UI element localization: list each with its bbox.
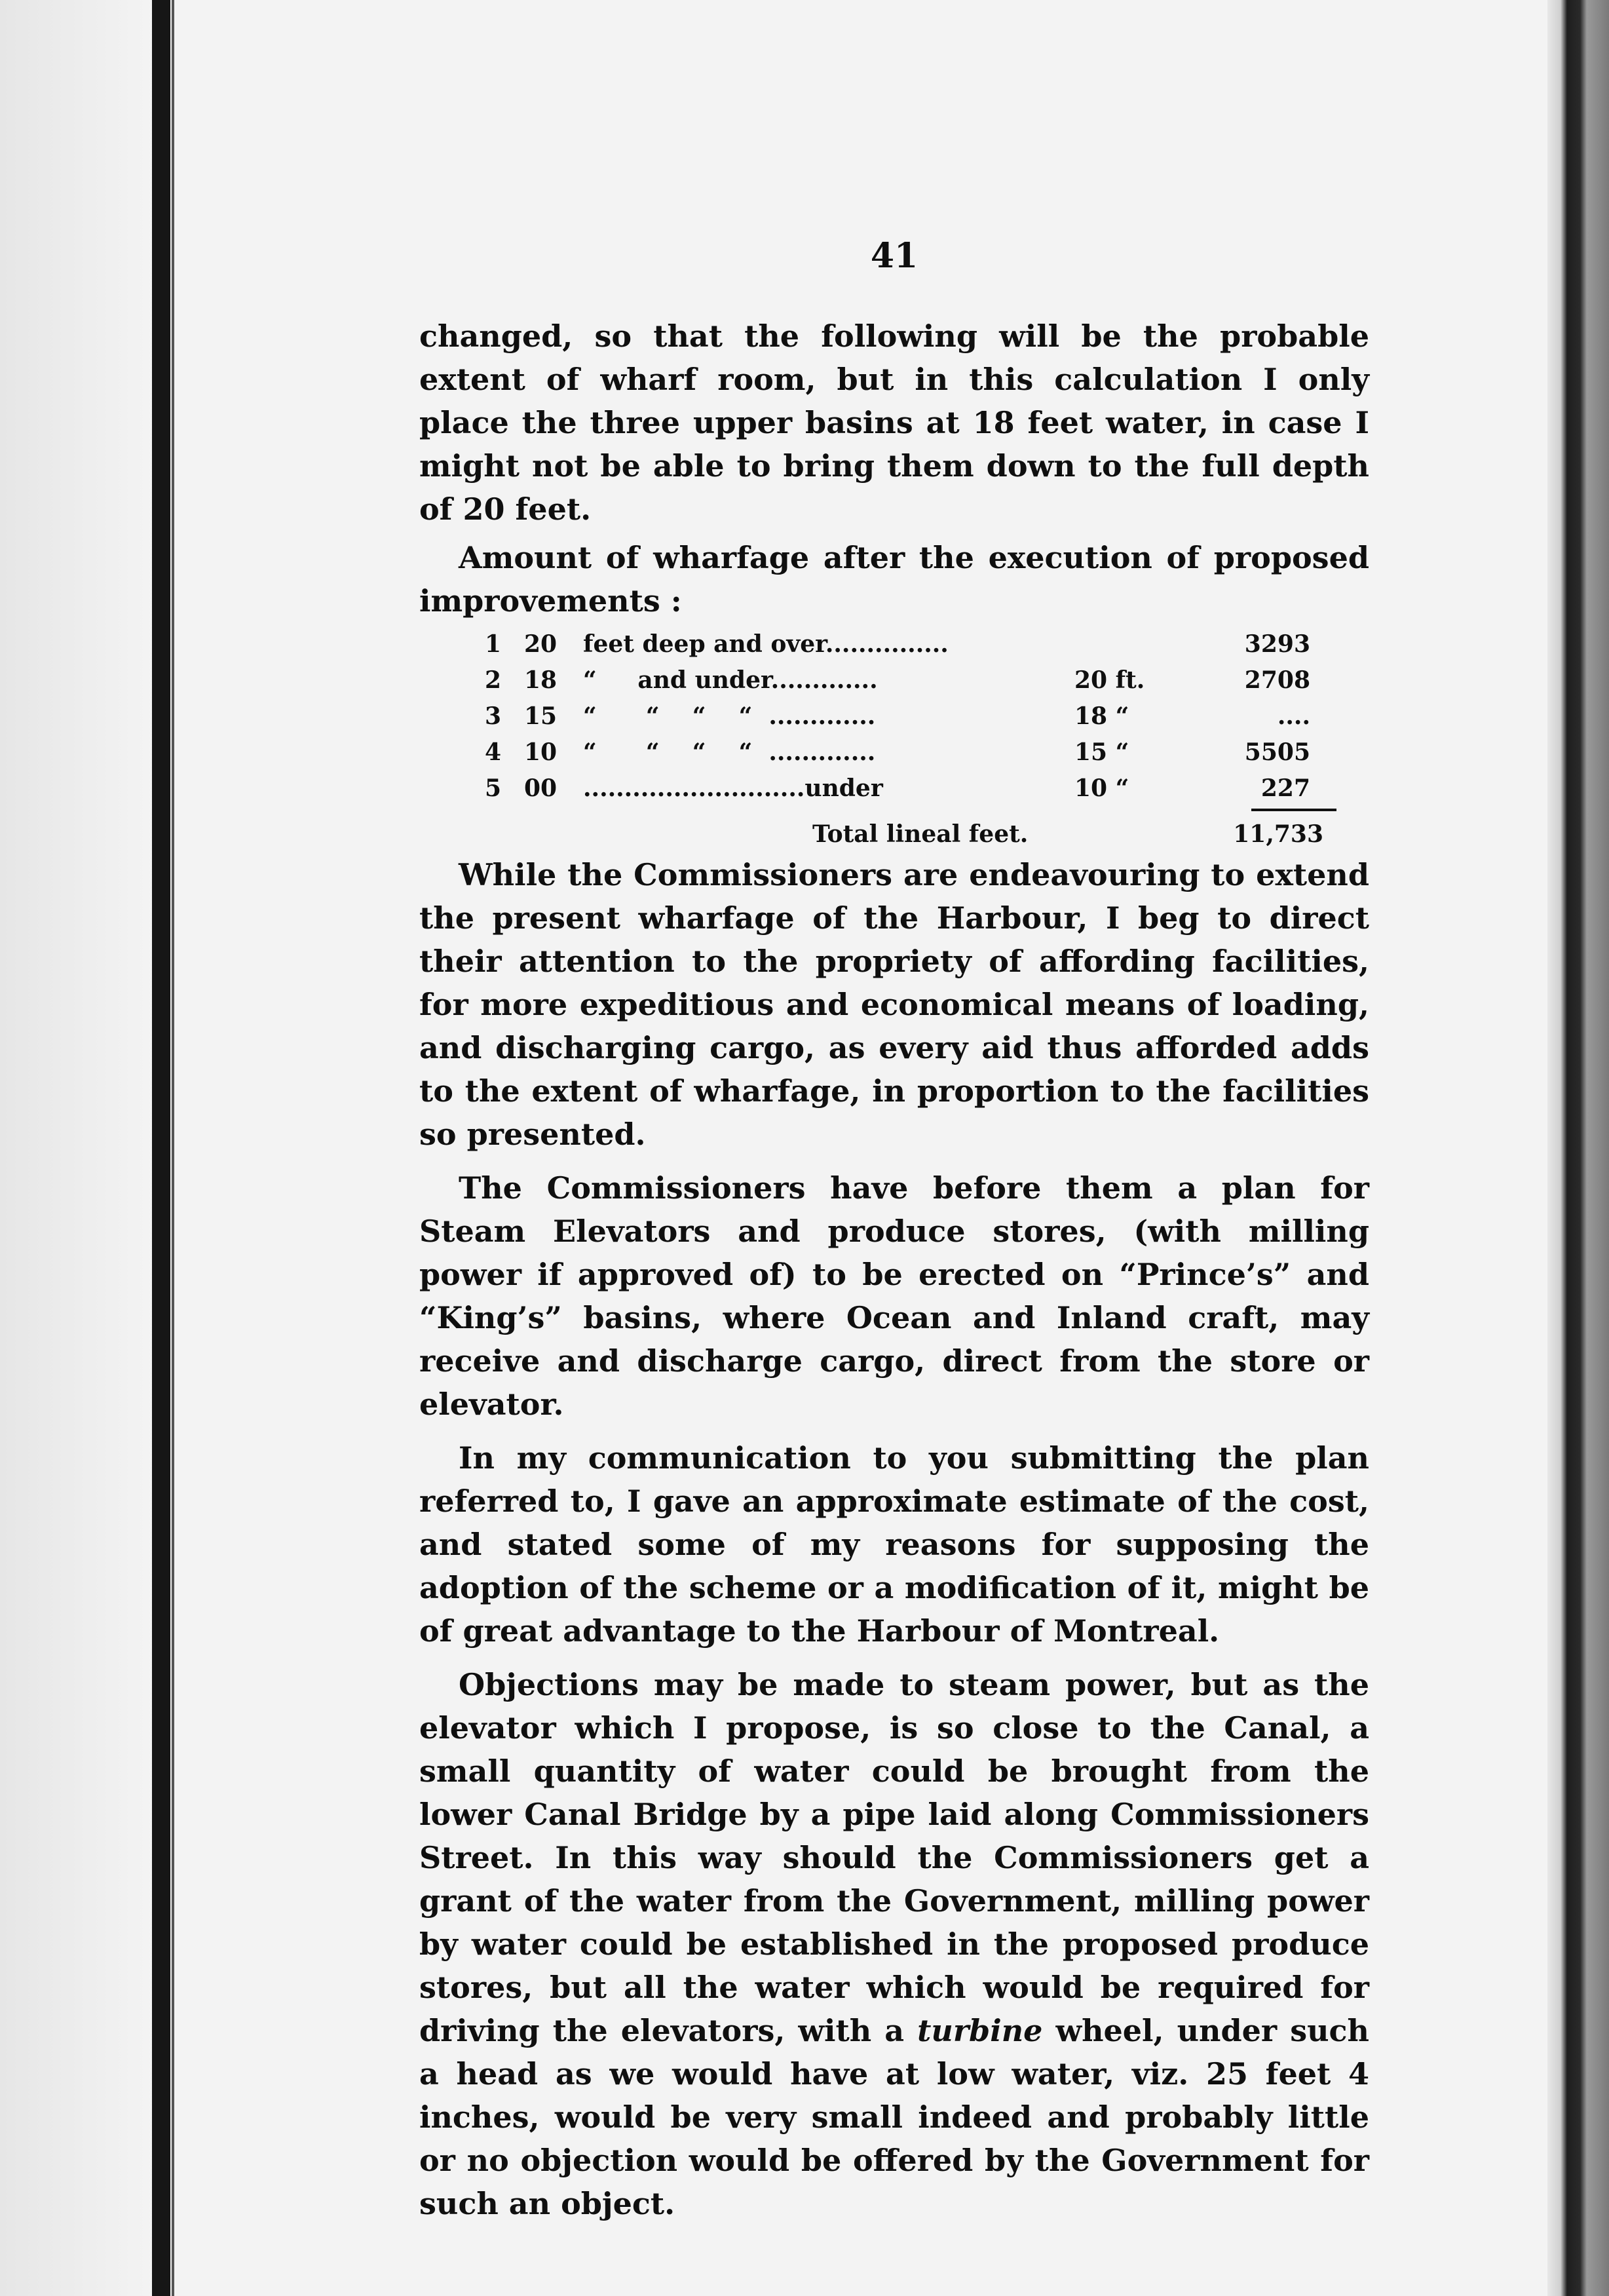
paragraph-objections [419, 1663, 1369, 2225]
table-intro: Amount of wharfage after the execution of proposed improvements : [419, 540, 1369, 619]
row-value: 3293 [1244, 630, 1310, 658]
row-limit: 15 “ [1074, 738, 1129, 766]
left-page-shadow [0, 0, 157, 2296]
total-value: 11,733 [1233, 820, 1323, 848]
row-description: feet deep and over............... [583, 630, 949, 658]
row-number: 4 [485, 738, 502, 766]
row-description: “ “ “ “ ............. [583, 738, 876, 766]
paragraph-facilities: While the Commissioners are endeavouring to extend the present wharfage of the Harbour, I beg to direct their attention to the propriety of affording facilities, for more expeditious and economical means of loading, and discharging cargo, as every aid thus afforded adds to the extent of wharfage, in proportion to the facilities so presented. [419, 857, 1369, 1152]
table-row [419, 698, 1336, 735]
table-row [419, 735, 1336, 771]
total-row [419, 816, 1336, 852]
page-number: 41 [870, 236, 918, 276]
paragraph-elevators: The Commissioners have before them a plan for Steam Elevators and produce stores, (with milling power if approved of) to be erected on “Prince’s” and “King’s” basins, where Ocean and Inland craft, may receive and discharge cargo, direct from the store or elevator. [419, 1170, 1369, 1422]
intro-paragraph: changed, so that the following will be the probable extent of wharf room, but in this calculation I only place the three upper basins at 18 feet water, in case I might not be able to bring them down to the full depth of 20 feet. [419, 318, 1369, 527]
row-depth: 15 [524, 702, 558, 730]
row-depth: 00 [524, 775, 558, 802]
table-row [419, 662, 1336, 698]
row-limit: 18 “ [1074, 702, 1129, 730]
page-content [419, 236, 1369, 2221]
table-row [419, 626, 1336, 662]
row-value: 2708 [1244, 666, 1310, 694]
row-number: 2 [485, 666, 502, 694]
body-text [419, 315, 1369, 2225]
paragraph-communication: In my communication to you submitting the plan referred to, I gave an approximate estimate of the cost, and stated some of my reasons for supposing the adoption of the scheme or a modification of it, might be of great advantage to the Harbour of Montreal. [419, 1440, 1369, 1649]
objections-text-2: wheel, under such a head as we would have at low water, viz. 25 feet 4 inches, would be very small indeed and probably little or no objection would be offered by the Government for such an object. [419, 2013, 1369, 2221]
row-description: “ “ “ “ ............. [583, 702, 876, 730]
row-value: 5505 [1244, 738, 1310, 766]
total-label: Total lineal feet. [812, 820, 1029, 848]
binding-edge-thin [172, 0, 174, 2296]
turbine-word: turbine [917, 2013, 1043, 2048]
row-number: 5 [485, 775, 502, 802]
row-limit: 10 “ [1074, 775, 1129, 802]
wharfage-table [419, 626, 1336, 848]
row-description: “ and under............. [583, 666, 878, 694]
total-rule [1251, 809, 1336, 811]
row-limit: 20 ft. [1074, 666, 1145, 694]
row-depth: 20 [524, 630, 558, 658]
row-depth: 10 [524, 738, 558, 766]
row-value: 227 [1260, 775, 1310, 802]
binding-edge [152, 0, 170, 2296]
objections-text-1: Objections may be made to steam power, but as the elevator which I propose, is so close to the Canal, a small quantity of water could be brought from the lower Canal Bridge by a pipe laid along Commissioners Street. In this way should the Commissioners get a grant of the water from the Government, milling power by water could be established in the proposed produce stores, but all the water which would be required for driving the elevators, with a [419, 1667, 1369, 2048]
table-row [419, 771, 1336, 807]
row-value: .... [1277, 702, 1310, 730]
row-description: ...........................under [583, 775, 883, 802]
row-number: 3 [485, 702, 502, 730]
row-depth: 18 [524, 666, 558, 694]
right-page-edge [1547, 0, 1609, 2296]
row-number: 1 [485, 630, 502, 658]
